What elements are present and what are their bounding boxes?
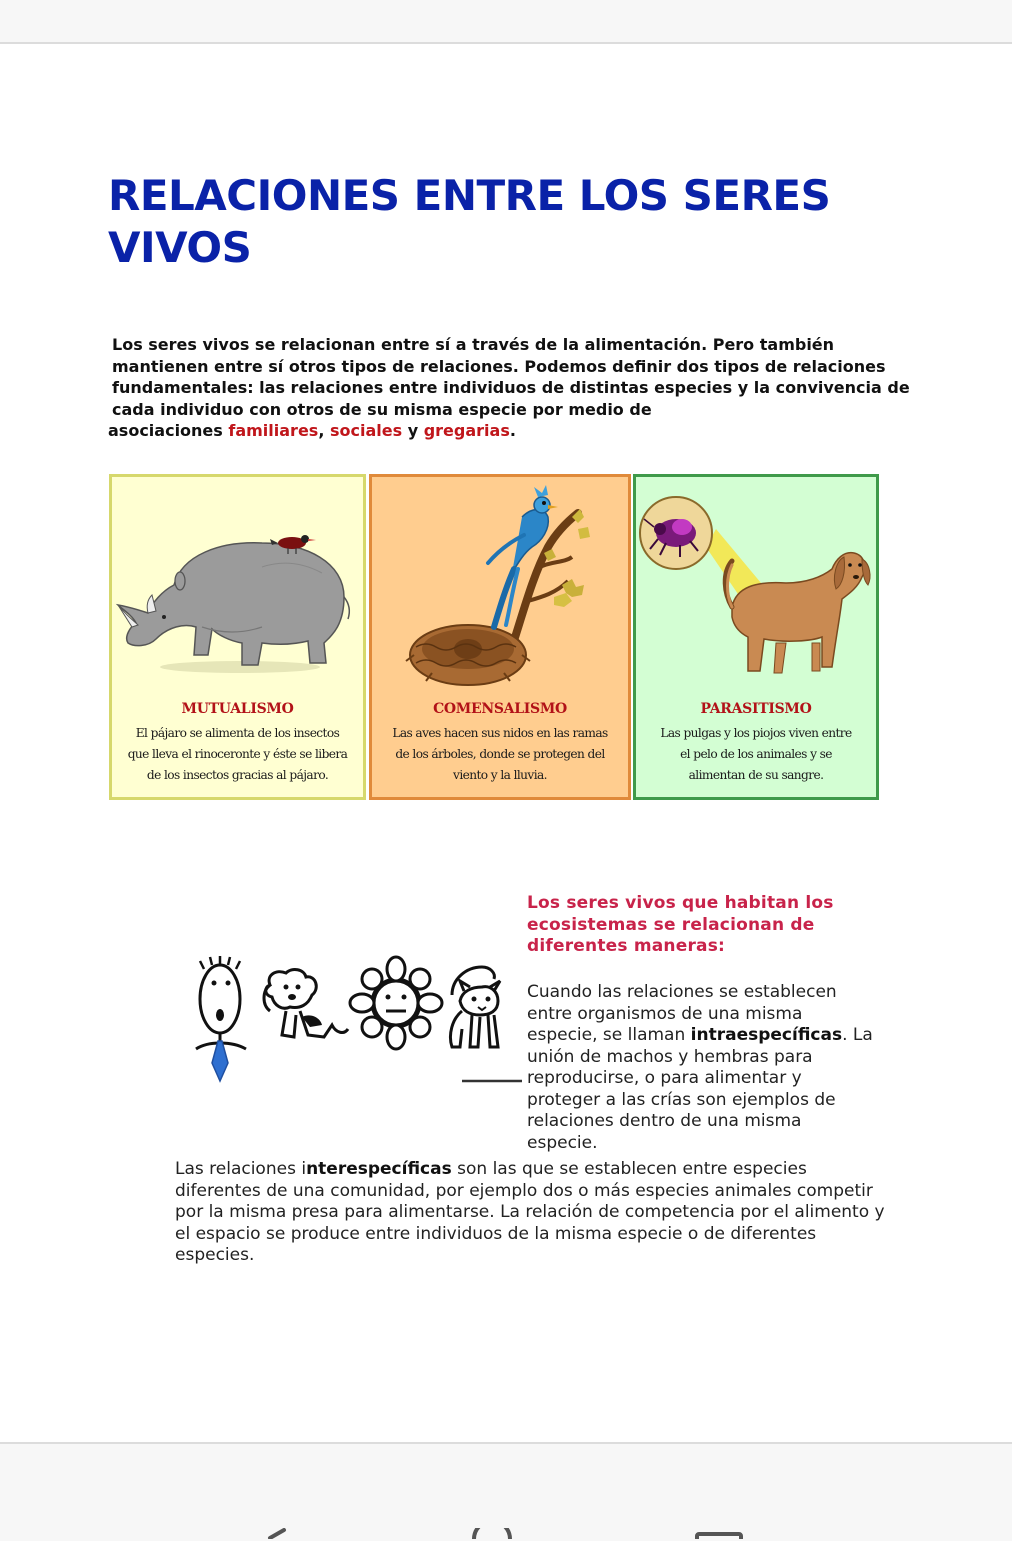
- card-description: [374, 723, 626, 786]
- card-title: MUTUALISMO: [181, 701, 294, 717]
- card-desc-line: de los árboles, donde se protegen del: [395, 747, 605, 761]
- card-desc-line: Las aves hacen sus nidos en las ramas: [392, 726, 608, 740]
- doodle-drawing: [190, 955, 522, 1087]
- recent-apps-icon[interactable]: [694, 1532, 744, 1539]
- card-desc-line: de los insectos gracias al pájaro.: [146, 768, 329, 782]
- browser-top-bar: [0, 0, 1012, 44]
- paragraph-text: son las que se establecen entre especies diferentes de una comunidad, por ejemplo dos o más especies animales competir por la misma presa para alimentarse. La relación de competencia por el alimento y el espacio se produce entre individuos de la misma especie o de diferentes especies.: [175, 1159, 885, 1265]
- relations-figure: [108, 474, 880, 806]
- card-desc-line: El pájaro se alimenta de los insectos: [135, 726, 340, 740]
- term-interespecificas: nterespecíficas: [306, 1159, 452, 1179]
- intro-line: [108, 420, 908, 442]
- dog-flea-illustration: [636, 477, 876, 699]
- card-desc-line: alimentan de su sangre.: [688, 768, 824, 782]
- intro-line: Los seres vivos se relacionan entre sí a través de la alimentación. Pero también: [112, 335, 835, 354]
- bird-nest-illustration: [372, 477, 628, 699]
- section-heading: Los seres vivos que habitan los ecosistemas se relacionan de diferentes maneras:: [527, 893, 834, 956]
- link-sociales[interactable]: sociales: [329, 421, 403, 440]
- card-title: PARASITISMO: [700, 701, 812, 717]
- card-comensalismo: [369, 474, 631, 800]
- card-description: [638, 723, 874, 786]
- card-description: [114, 723, 361, 786]
- intro-line: cada individuo con otros de su misma especie por medio de: [112, 399, 652, 419]
- card-desc-line: el pelo de los animales y se: [680, 747, 832, 761]
- page-title: RELACIONES ENTRE LOS SERES VIVOS: [108, 171, 831, 272]
- intro-paragraph: [108, 334, 908, 442]
- home-icon[interactable]: [470, 1528, 514, 1539]
- system-navigation-bar: [0, 1442, 1012, 1541]
- interspecific-paragraph: [175, 1159, 895, 1267]
- intro-text: ,: [318, 421, 330, 440]
- card-desc-line: que lleva el rinoceronte y éste se libera: [127, 747, 348, 761]
- card-desc-line: viento y la lluvia.: [453, 768, 547, 782]
- intro-text: .: [509, 421, 516, 440]
- back-icon[interactable]: [252, 1528, 288, 1539]
- rhino-illustration: [112, 477, 363, 699]
- intro-text: asociaciones: [108, 421, 229, 440]
- card-parasitismo: [633, 474, 879, 800]
- card-desc-line: Las pulgas y los piojos viven entre: [660, 726, 852, 740]
- paragraph-text: Las relaciones i: [175, 1159, 307, 1179]
- card-title: COMENSALISMO: [433, 701, 567, 717]
- paragraph-text: Cuando las relaciones se establecen entre organismos de una misma especie, se llaman: [527, 982, 837, 1045]
- intro-text: y: [402, 421, 424, 440]
- link-gregarias[interactable]: gregarias: [423, 421, 510, 440]
- link-familiares[interactable]: familiares: [228, 421, 319, 440]
- intro-line: mantienen entre sí otros tipos de relaciones. Podemos definir dos tipos de relaciones: [112, 356, 886, 376]
- intraspecific-paragraph: [527, 982, 877, 1154]
- card-mutualismo: [109, 474, 366, 800]
- intro-line: fundamentales: las relaciones entre individuos de distintas especies y la convivencia de: [112, 378, 910, 397]
- term-intraespecificas: intraespecíficas: [690, 1025, 843, 1045]
- paragraph-text: . La unión de machos y hembras para reproducirse, o para alimentar y proteger a las crías son ejemplos de relaciones dentro de una misma especie.: [527, 1025, 873, 1153]
